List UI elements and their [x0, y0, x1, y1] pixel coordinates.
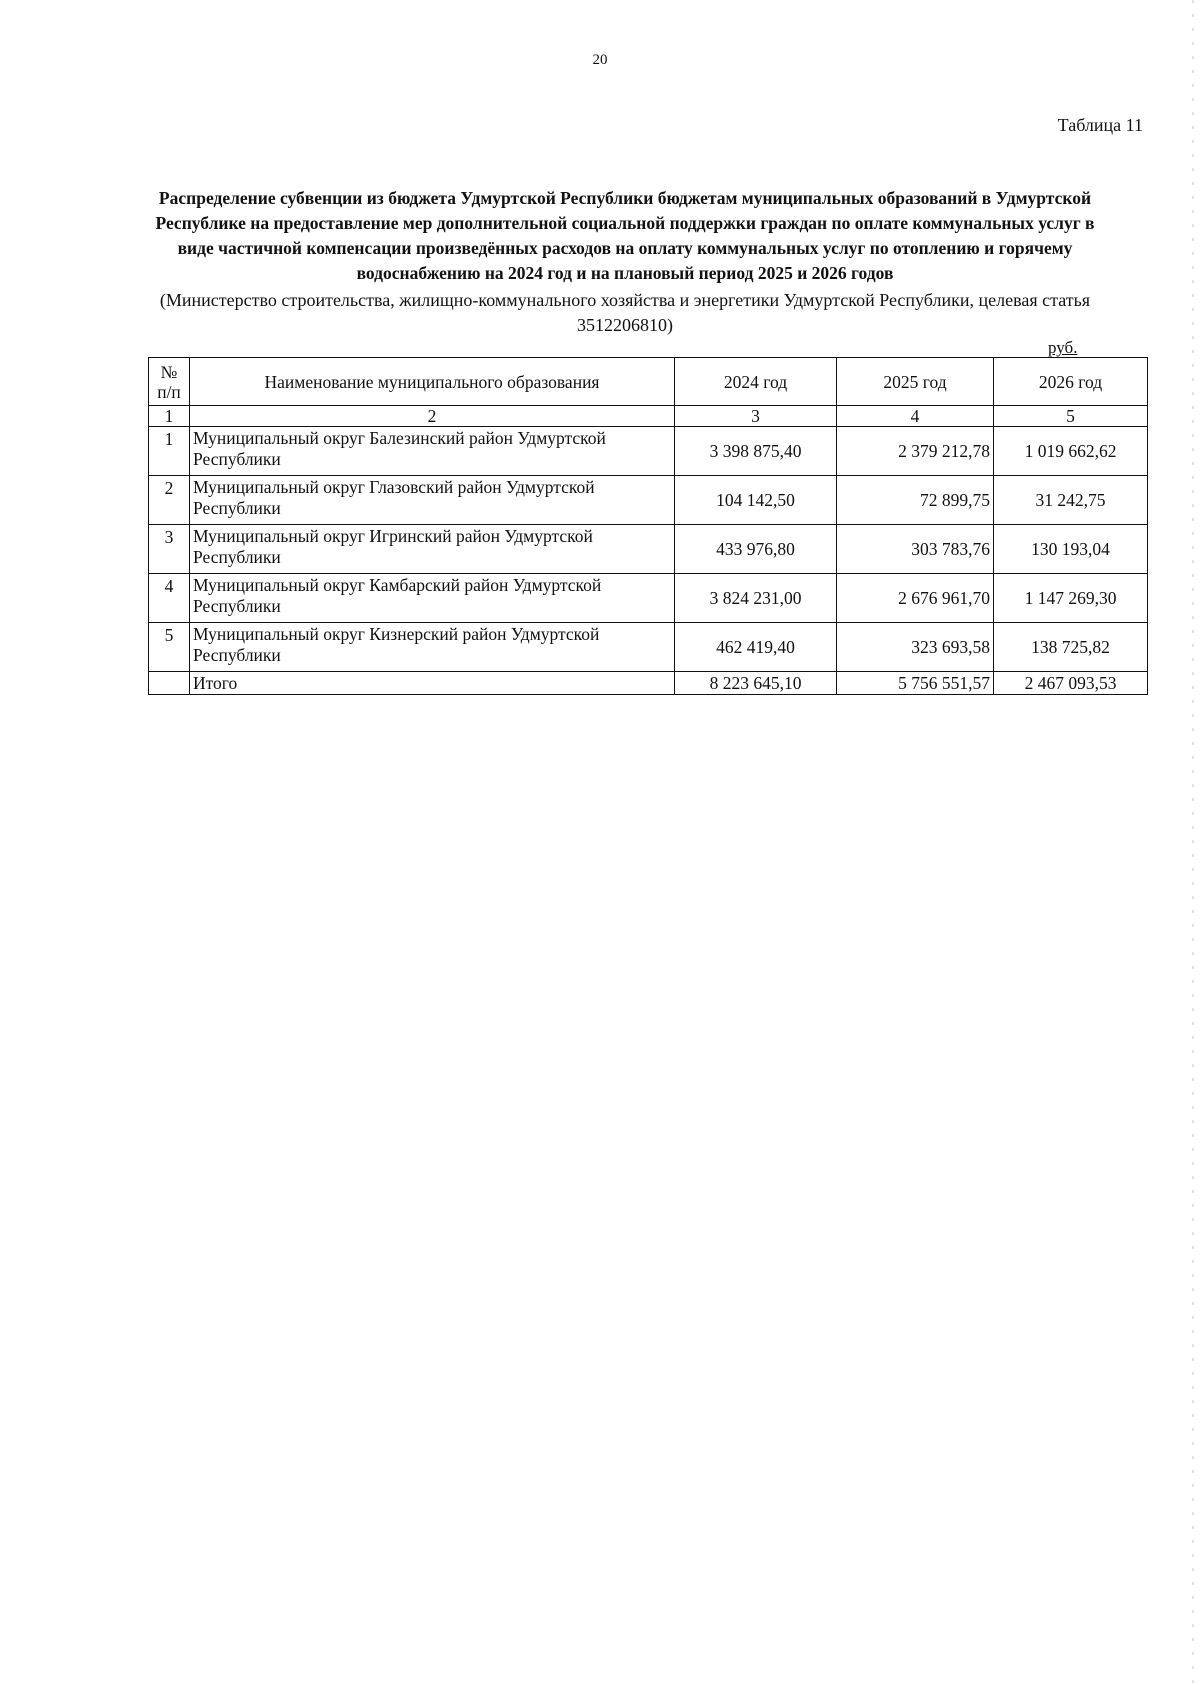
total-2026: 2 467 093,53 [994, 672, 1148, 695]
table-row [149, 574, 1148, 623]
header-num: № п/п [149, 358, 190, 406]
table-caption: Таблица 11 [1057, 115, 1143, 135]
document-title-block [150, 186, 1100, 338]
row-number: 5 [149, 623, 190, 672]
value-2024: 3 398 875,40 [675, 427, 837, 476]
table-row [149, 623, 1148, 672]
row-number: 2 [149, 476, 190, 525]
value-2025: 323 693,58 [837, 623, 994, 672]
document-title: Распределение субвенции из бюджета Удмуртской Республики бюджетам муниципальных образований в Удмуртской Республике на предоставление мер дополнительной социальной поддержки граждан по оплате коммунальных услуг в виде частичной компенсации произведённых расходов на оплату коммунальных услуг по отоплению и горячему водоснабжению на 2024 год и на плановый период 2025 и 2026 годов [155, 188, 1095, 283]
column-index-row [149, 406, 1148, 427]
table-row [149, 525, 1148, 574]
page-number: 20 [592, 52, 608, 68]
table-header-row [149, 358, 1148, 406]
table-row [149, 476, 1148, 525]
column-index: 1 [149, 406, 190, 427]
total-empty-cell [149, 672, 190, 695]
row-number: 3 [149, 525, 190, 574]
value-2026: 130 193,04 [994, 525, 1148, 574]
value-2025: 2 379 212,78 [837, 427, 994, 476]
total-label: Итого [190, 672, 675, 695]
value-2026: 1 019 662,62 [994, 427, 1148, 476]
header-name: Наименование муниципального образования [190, 358, 675, 406]
scan-edge-artifact [1192, 0, 1194, 1686]
value-2025: 72 899,75 [837, 476, 994, 525]
total-2025: 5 756 551,57 [837, 672, 994, 695]
value-2026: 1 147 269,30 [994, 574, 1148, 623]
header-2025: 2025 год [837, 358, 994, 406]
municipality-name: Муниципальный округ Игринский район Удмуртской Республики [190, 525, 675, 574]
value-2024: 104 142,50 [675, 476, 837, 525]
column-index: 5 [994, 406, 1148, 427]
column-index: 2 [190, 406, 675, 427]
header-2024: 2024 год [675, 358, 837, 406]
municipality-name: Муниципальный округ Балезинский район Удмуртской Республики [190, 427, 675, 476]
total-2024: 8 223 645,10 [675, 672, 837, 695]
row-number: 1 [149, 427, 190, 476]
units-label: руб. [1048, 338, 1078, 357]
header-2026: 2026 год [994, 358, 1148, 406]
municipality-name: Муниципальный округ Камбарский район Удмуртской Республики [190, 574, 675, 623]
value-2026: 138 725,82 [994, 623, 1148, 672]
value-2024: 3 824 231,00 [675, 574, 837, 623]
value-2025: 2 676 961,70 [837, 574, 994, 623]
column-index: 4 [837, 406, 994, 427]
municipality-name: Муниципальный округ Кизнерский район Удмуртской Республики [190, 623, 675, 672]
value-2024: 462 419,40 [675, 623, 837, 672]
table-row [149, 427, 1148, 476]
value-2024: 433 976,80 [675, 525, 837, 574]
column-index: 3 [675, 406, 837, 427]
municipality-name: Муниципальный округ Глазовский район Удмуртской Республики [190, 476, 675, 525]
subvention-table [148, 357, 1148, 695]
document-subtitle: (Министерство строительства, жилищно-коммунального хозяйства и энергетики Удмуртской Республики, целевая статья 3512206810) [159, 290, 1091, 335]
table-total-row [149, 672, 1148, 695]
value-2026: 31 242,75 [994, 476, 1148, 525]
row-number: 4 [149, 574, 190, 623]
value-2025: 303 783,76 [837, 525, 994, 574]
